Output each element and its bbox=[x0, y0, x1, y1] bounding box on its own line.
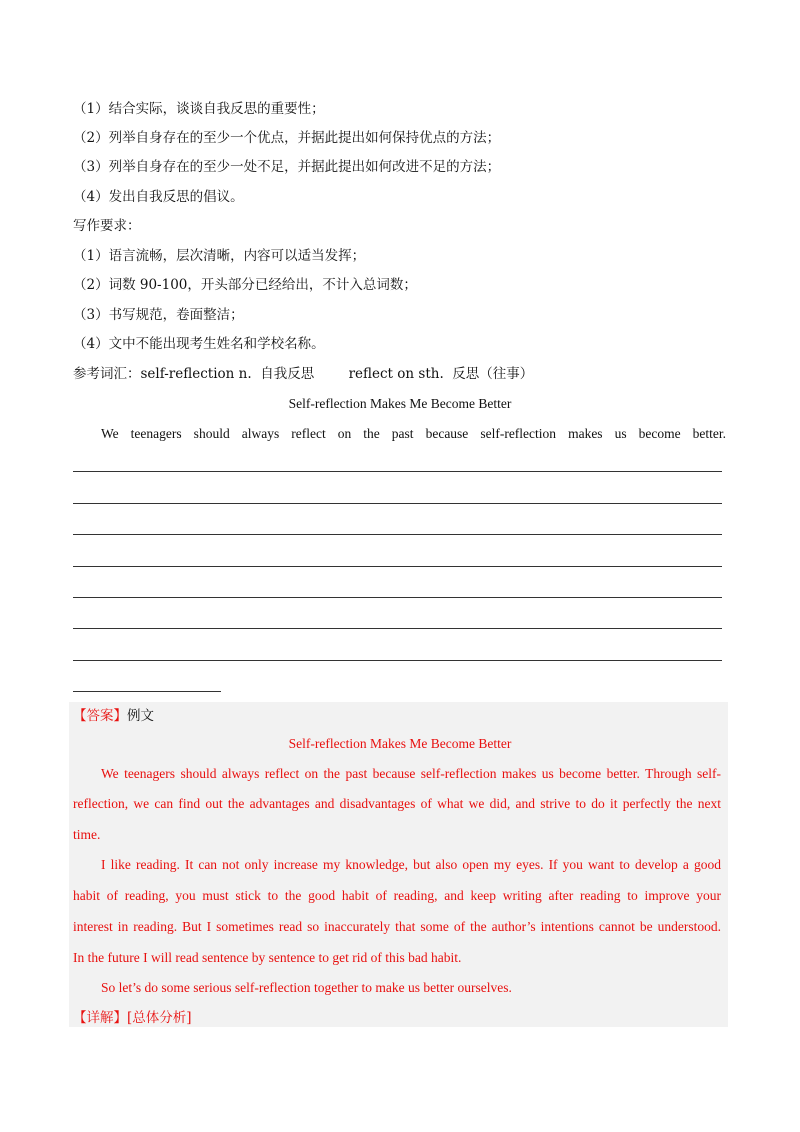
answer-label-text: 例文 bbox=[127, 708, 154, 724]
point-1: （1）结合实际，谈谈自我反思的重要性； bbox=[73, 101, 325, 117]
requirement-3: （3）书写规范，卷面整洁； bbox=[73, 307, 244, 323]
answer-label bbox=[73, 706, 154, 726]
writing-line bbox=[73, 471, 722, 472]
point-4: （4）发出自我反思的倡议。 bbox=[73, 189, 244, 205]
detail-label bbox=[73, 1008, 192, 1028]
answer-line: interest in reading. But I sometimes read so inaccurately that some of the author’s intentions cannot be understood. bbox=[73, 919, 721, 934]
answer-line: We teenagers should always reflect on the past because self-reflection makes us become better. Through self- bbox=[101, 766, 721, 781]
requirement-1: （1）语言流畅，层次清晰，内容可以适当发挥； bbox=[73, 248, 366, 264]
writing-line bbox=[73, 503, 722, 504]
point-3: （3）列举自身存在的至少一处不足，并据此提出如何改进不足的方法； bbox=[73, 159, 501, 175]
answer-line: I like reading. It can not only increase my knowledge, but also open my eyes. If you want to develop a good bbox=[101, 857, 721, 872]
writing-line bbox=[73, 628, 722, 629]
writing-line bbox=[73, 534, 722, 535]
answer-title: Self-reflection Makes Me Become Better bbox=[288, 736, 512, 751]
point-2: （2）列举自身存在的至少一个优点，并据此提出如何保持优点的方法； bbox=[73, 130, 501, 146]
answer-line: In the future I will read sentence by sentence to get rid of this bad habit. bbox=[73, 950, 462, 965]
essay-opening: We teenagers should always reflect on the past because self-reflection makes us become better. bbox=[101, 426, 726, 441]
answer-line: time. bbox=[73, 827, 101, 842]
requirements-heading: 写作要求： bbox=[73, 218, 141, 234]
essay-title: Self-reflection Makes Me Become Better bbox=[288, 396, 512, 411]
requirement-2: （2）词数 90-100，开头部分已经给出，不计入总词数； bbox=[73, 277, 417, 293]
writing-line bbox=[73, 566, 722, 567]
requirement-4: （4）文中不能出现考生姓名和学校名称。 bbox=[73, 336, 325, 352]
writing-line-short bbox=[73, 691, 221, 692]
writing-line bbox=[73, 597, 722, 598]
vocabulary-hint: 参考词汇：self-reflection n. 自我反思 reflect on sth. 反思（往事） bbox=[73, 366, 534, 382]
answer-line: reflection, we can find out the advantages and disadvantages of what we did, and strive to do it perfectly the next bbox=[73, 796, 721, 811]
answer-line: So let’s do some serious self-reflection together to make us better ourselves. bbox=[101, 980, 512, 995]
answer-line: habit of reading, you must stick to the good habit of reading, and keep writing after reading to improve your bbox=[73, 888, 721, 903]
answer-bracket-label: 【答案】 bbox=[73, 708, 127, 724]
writing-line bbox=[73, 660, 722, 661]
detail-bracket-label: 【详解】 bbox=[73, 1010, 127, 1026]
detail-label-text: [总体分析] bbox=[127, 1010, 192, 1026]
